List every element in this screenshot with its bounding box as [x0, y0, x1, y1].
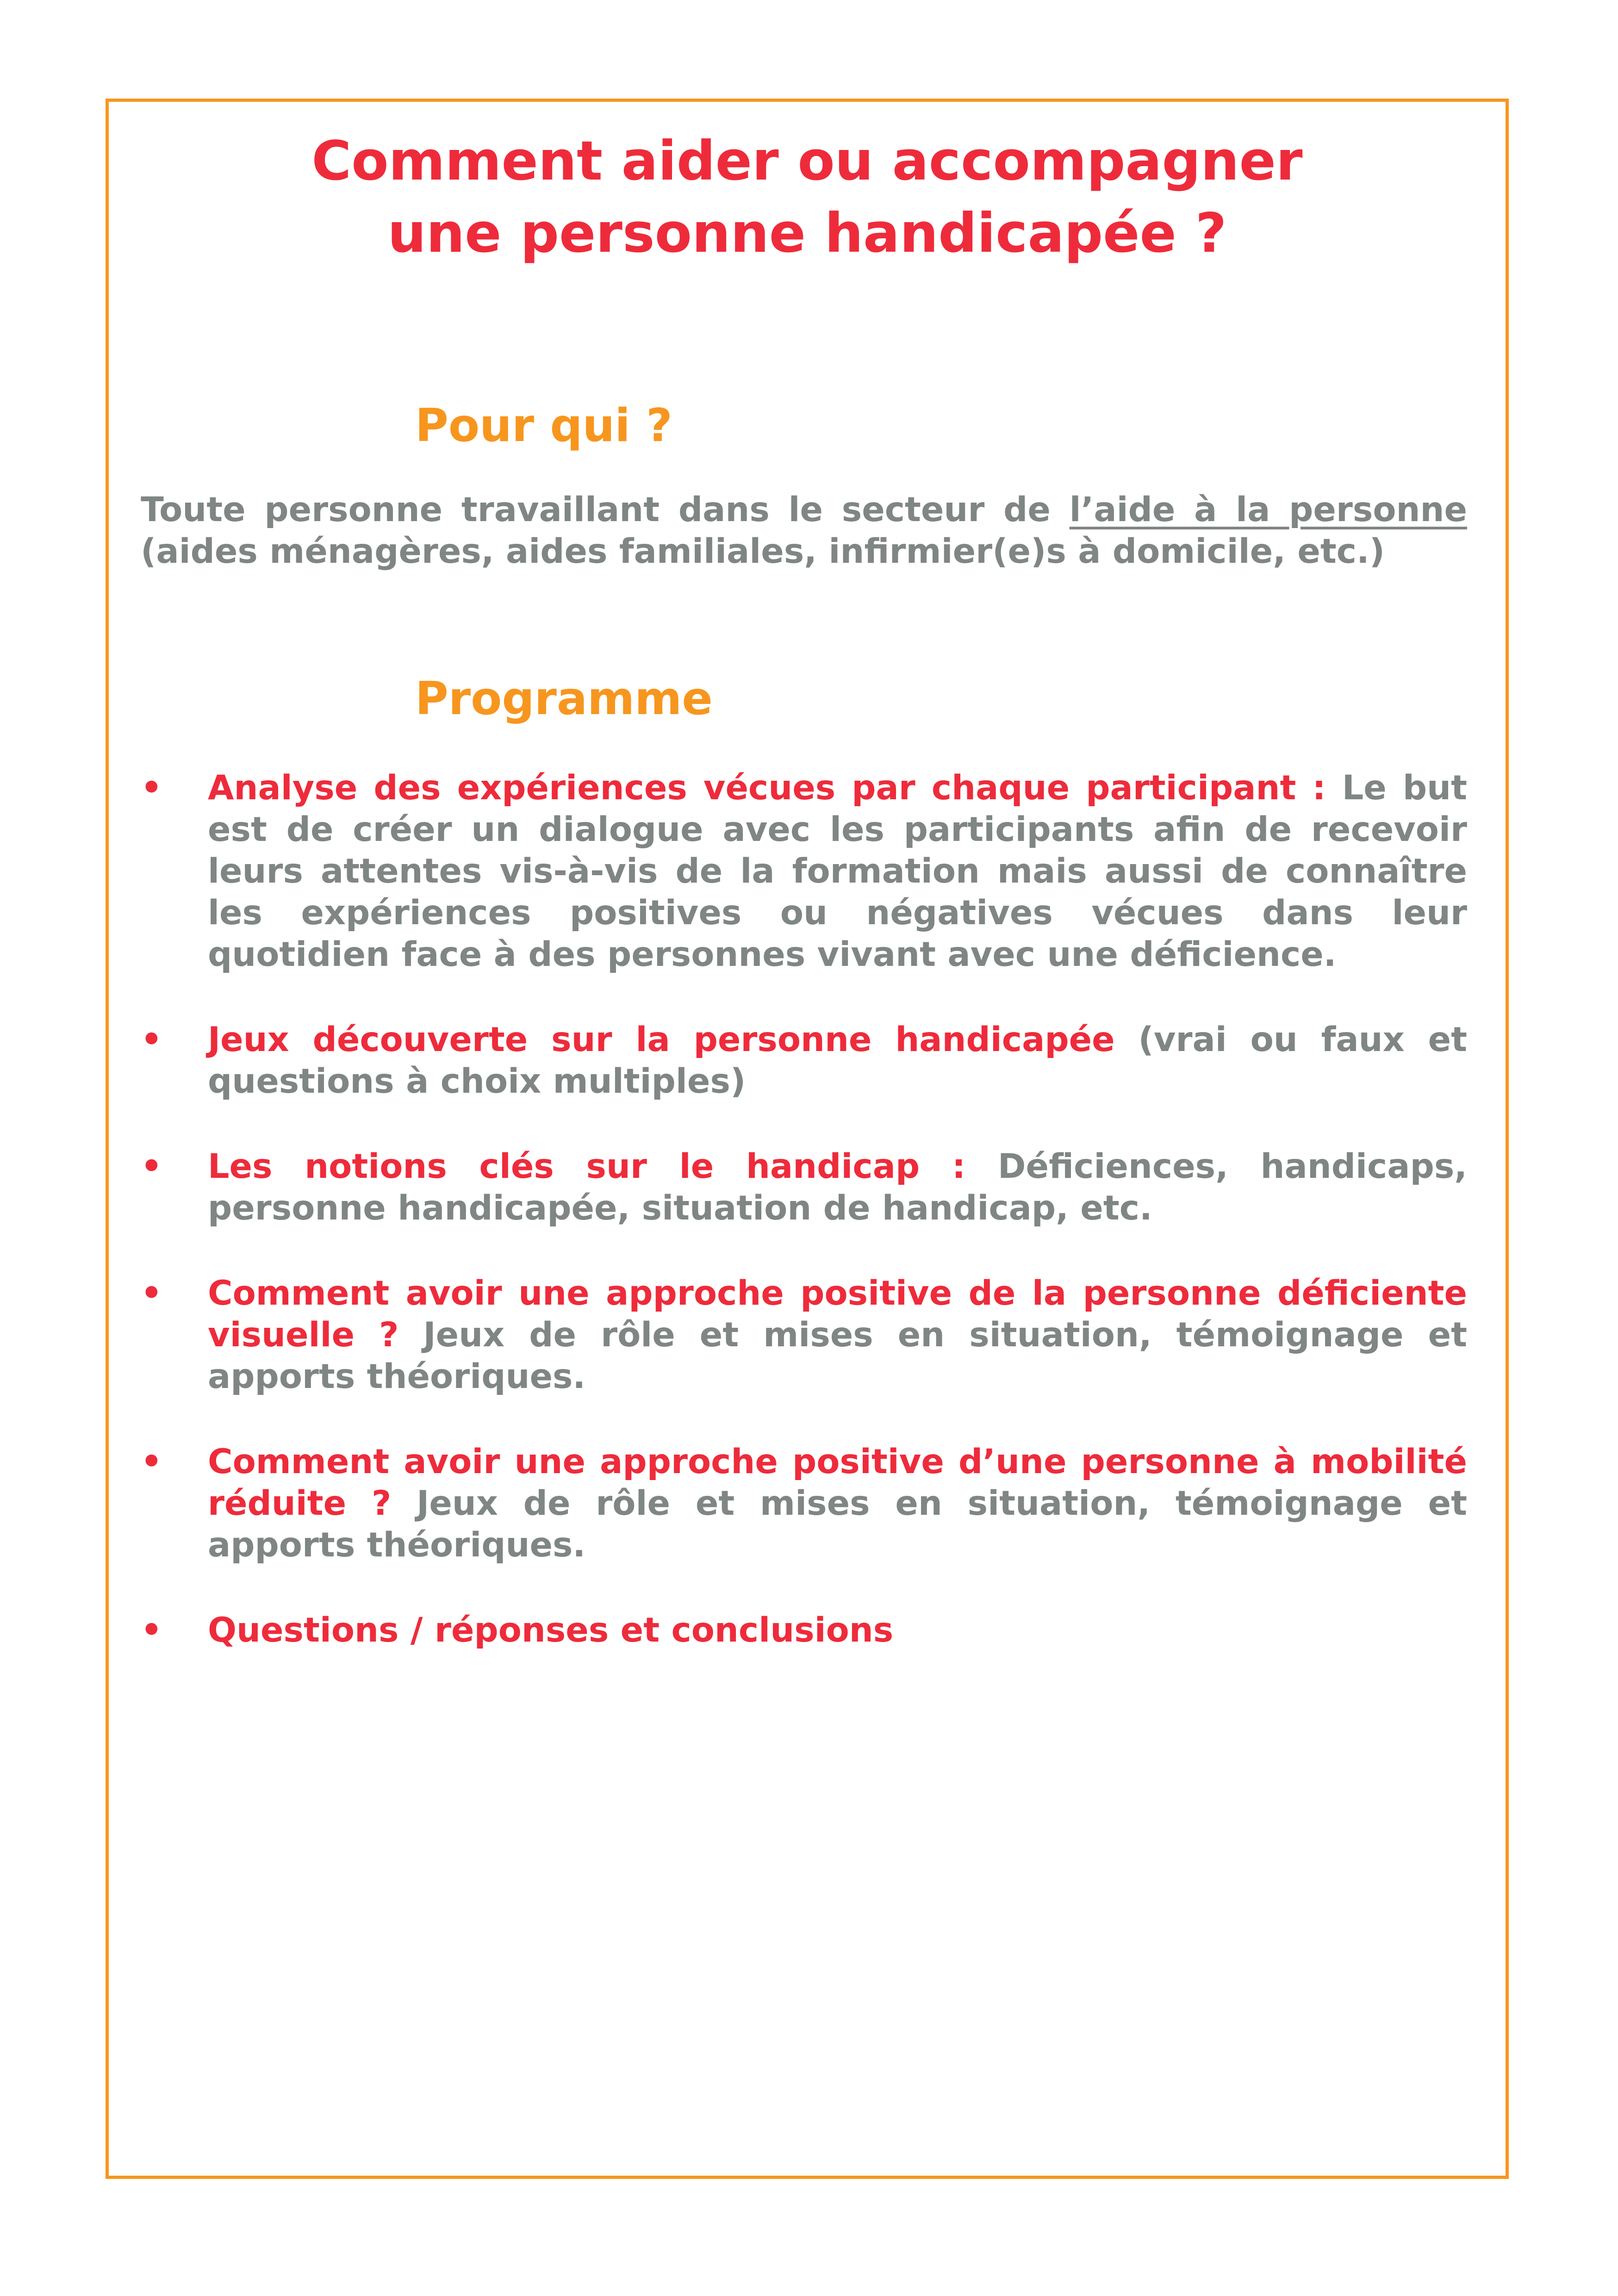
programme-item-desc: Jeux de rôle et mises en situation, témoignage et apports théoriques.	[208, 1484, 1467, 1565]
pour-qui-line-2: (aides ménagères, aides familiales, infirmier(e)s à domicile, etc.)	[141, 532, 1385, 571]
programme-item-desc: Déficiences, handicaps, personne handicapée, situation de handicap, etc.	[208, 1147, 1468, 1228]
pour-qui-line-1	[141, 489, 1467, 531]
pour-qui-text: Toute personne travaillant dans le secteur de	[141, 490, 1070, 529]
section-heading-pour-qui: Pour qui ?	[415, 399, 672, 452]
programme-item	[141, 1273, 1467, 1398]
pour-qui-paragraph	[141, 489, 1467, 572]
bullet-icon: •	[141, 1147, 162, 1186]
aide-a-la-personne-link[interactable]: l’aide à la personne	[1069, 490, 1467, 529]
programme-item	[141, 767, 1467, 976]
bullet-icon: •	[141, 768, 162, 808]
section-heading-programme: Programme	[415, 672, 713, 725]
bullet-icon: •	[141, 1442, 162, 1481]
programme-item-lead: Jeux découverte sur la personne handicapée	[208, 1020, 1115, 1059]
programme-item-desc: (vrai ou faux et questions à choix multiples)	[208, 1020, 1467, 1101]
programme-item	[141, 1441, 1467, 1566]
bullet-icon: •	[141, 1274, 162, 1313]
programme-list	[141, 767, 1467, 1695]
document-title	[106, 125, 1509, 269]
programme-item-lead: Comment avoir une approche positive d’une personne à mobilité réduite ?	[208, 1442, 1467, 1523]
programme-item-desc: Le but est de créer un dialogue avec les participants afin de recevoir leurs attentes vis-à-vis de la formation mais aussi de connaître les expériences positives ou négatives vécues dans leur quotidien face à des personnes vivant avec une déficience.	[208, 768, 1467, 974]
programme-item-desc: Jeux de rôle et mises en situation, témoignage et apports théoriques.	[208, 1315, 1468, 1396]
title-line-1: Comment aider ou accompagner	[311, 129, 1303, 193]
programme-item-lead: Les notions clés sur le handicap :	[208, 1147, 966, 1186]
programme-item	[141, 1019, 1467, 1102]
title-line-2: une personne handicapée ?	[387, 201, 1227, 265]
programme-item	[141, 1610, 1467, 1651]
bullet-icon: •	[141, 1020, 162, 1059]
programme-item-lead: Questions / réponses et conclusions	[208, 1611, 894, 1650]
programme-item-lead: Comment avoir une approche positive de la personne déficiente visuelle ?	[208, 1274, 1467, 1355]
programme-item-lead: Analyse des expériences vécues par chaque participant :	[208, 768, 1326, 808]
programme-item	[141, 1146, 1467, 1229]
bullet-icon: •	[141, 1611, 162, 1650]
